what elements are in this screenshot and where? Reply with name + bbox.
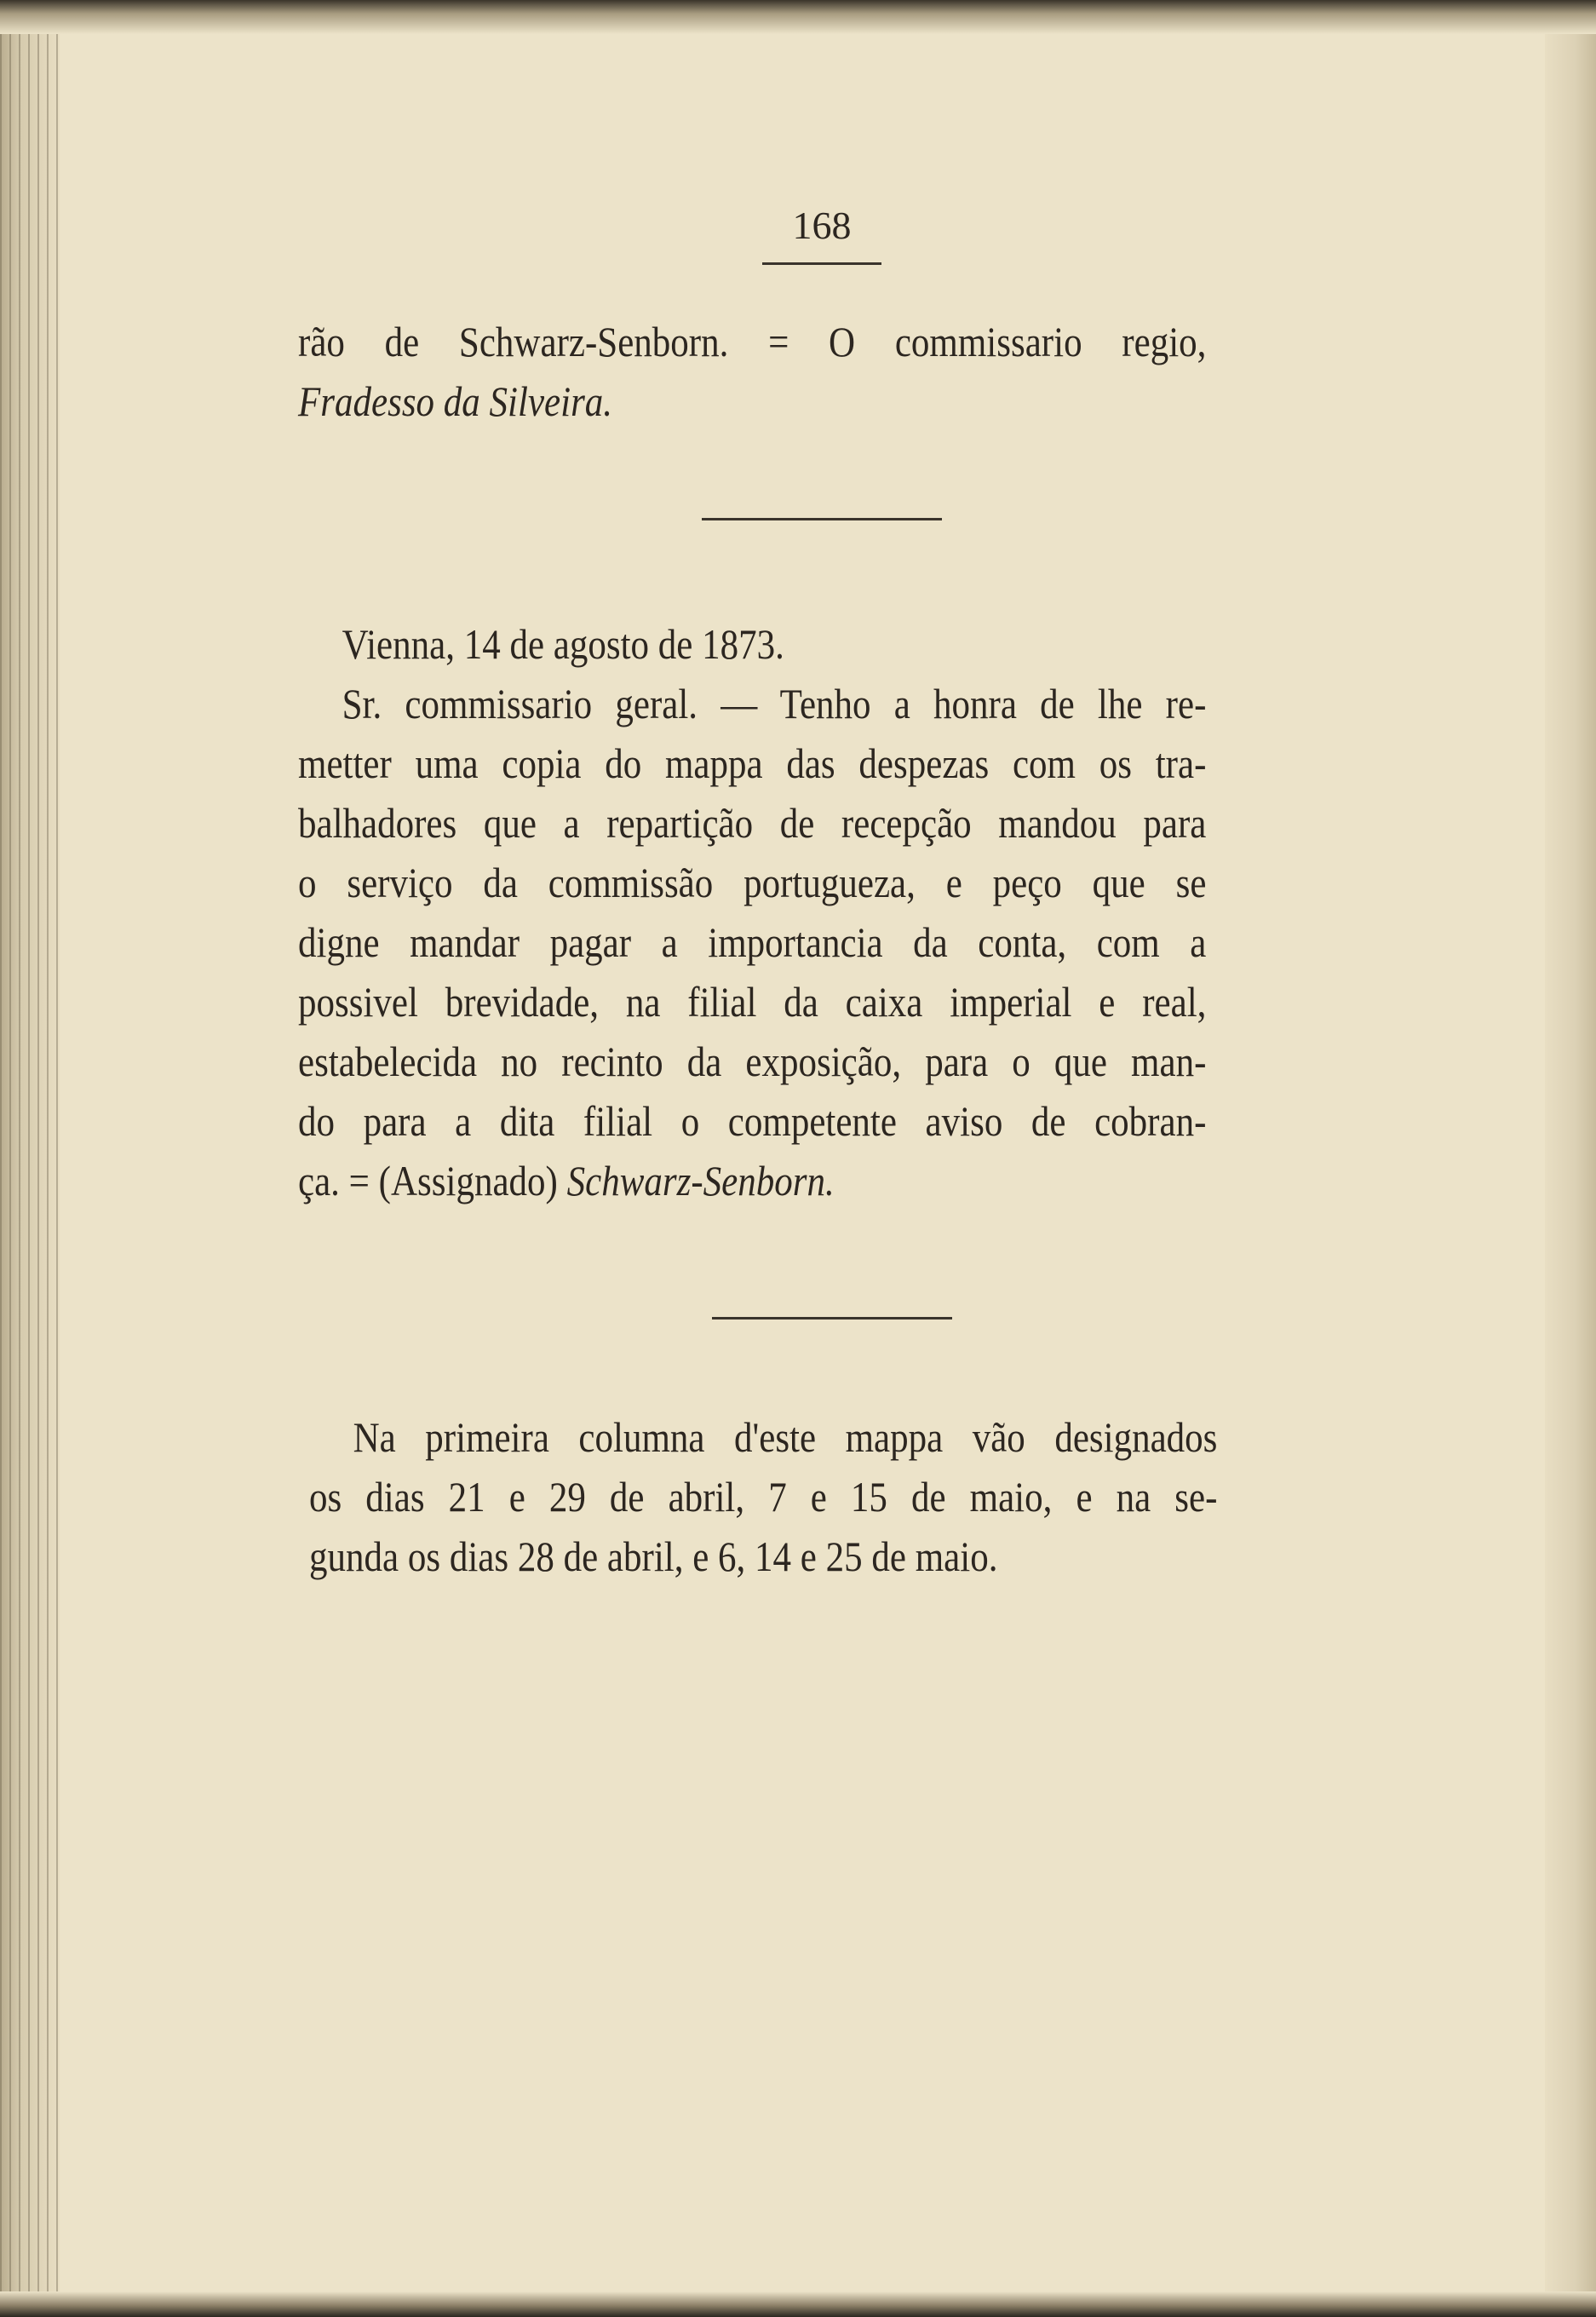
text-line: o serviço da commissão portugueza, e peço que se (298, 859, 1207, 906)
section-divider (702, 518, 942, 520)
text-line: digne mandar pagar a importancia da conta, com a (298, 918, 1207, 966)
text-line: balhadores que a repartição de recepção mandou para (298, 799, 1207, 847)
page-edge-top (0, 0, 1596, 34)
dateline: Vienna, 14 de agosto de 1873. (342, 620, 784, 668)
text-line-last (298, 1151, 1206, 1210)
section-1 (298, 312, 1206, 431)
text-line: Na primeira columna d'este mappa vão designados (353, 1413, 1218, 1461)
signature: Schwarz-Senborn. (566, 1157, 835, 1204)
assignado-text: ça. = (Assignado) (298, 1157, 558, 1204)
section-3 (309, 1407, 1217, 1586)
text-line: rão de Schwarz-Senborn. = O commissario regio, (298, 318, 1207, 365)
page-edge-bottom (0, 2291, 1596, 2317)
page-number: 168 (792, 204, 852, 247)
text-line: do para a dita filial o competente aviso de cobran- (298, 1097, 1207, 1145)
page-edge-right (1545, 0, 1596, 2317)
page-number-rule (762, 262, 881, 265)
text-line: os dias 21 e 29 de abril, 7 e 15 de maio, e na se- (309, 1473, 1218, 1521)
section-2 (298, 614, 1206, 1210)
text-line: gunda os dias 28 de abril, e 6, 14 e 25 de maio. (309, 1532, 998, 1580)
text-line: metter uma copia do mappa das despezas com os tra- (298, 739, 1207, 787)
text-line: Sr. commissario geral. — Tenho a honra de lhe re- (342, 680, 1207, 727)
text-line: possivel brevidade, na filial da caixa imperial e real, (298, 978, 1207, 1026)
text-line: estabelecida no recinto da exposição, para o que man- (298, 1038, 1207, 1085)
signature: Fradesso da Silveira. (298, 377, 613, 425)
section-divider (712, 1317, 952, 1319)
page-stack-lines (0, 0, 60, 2317)
